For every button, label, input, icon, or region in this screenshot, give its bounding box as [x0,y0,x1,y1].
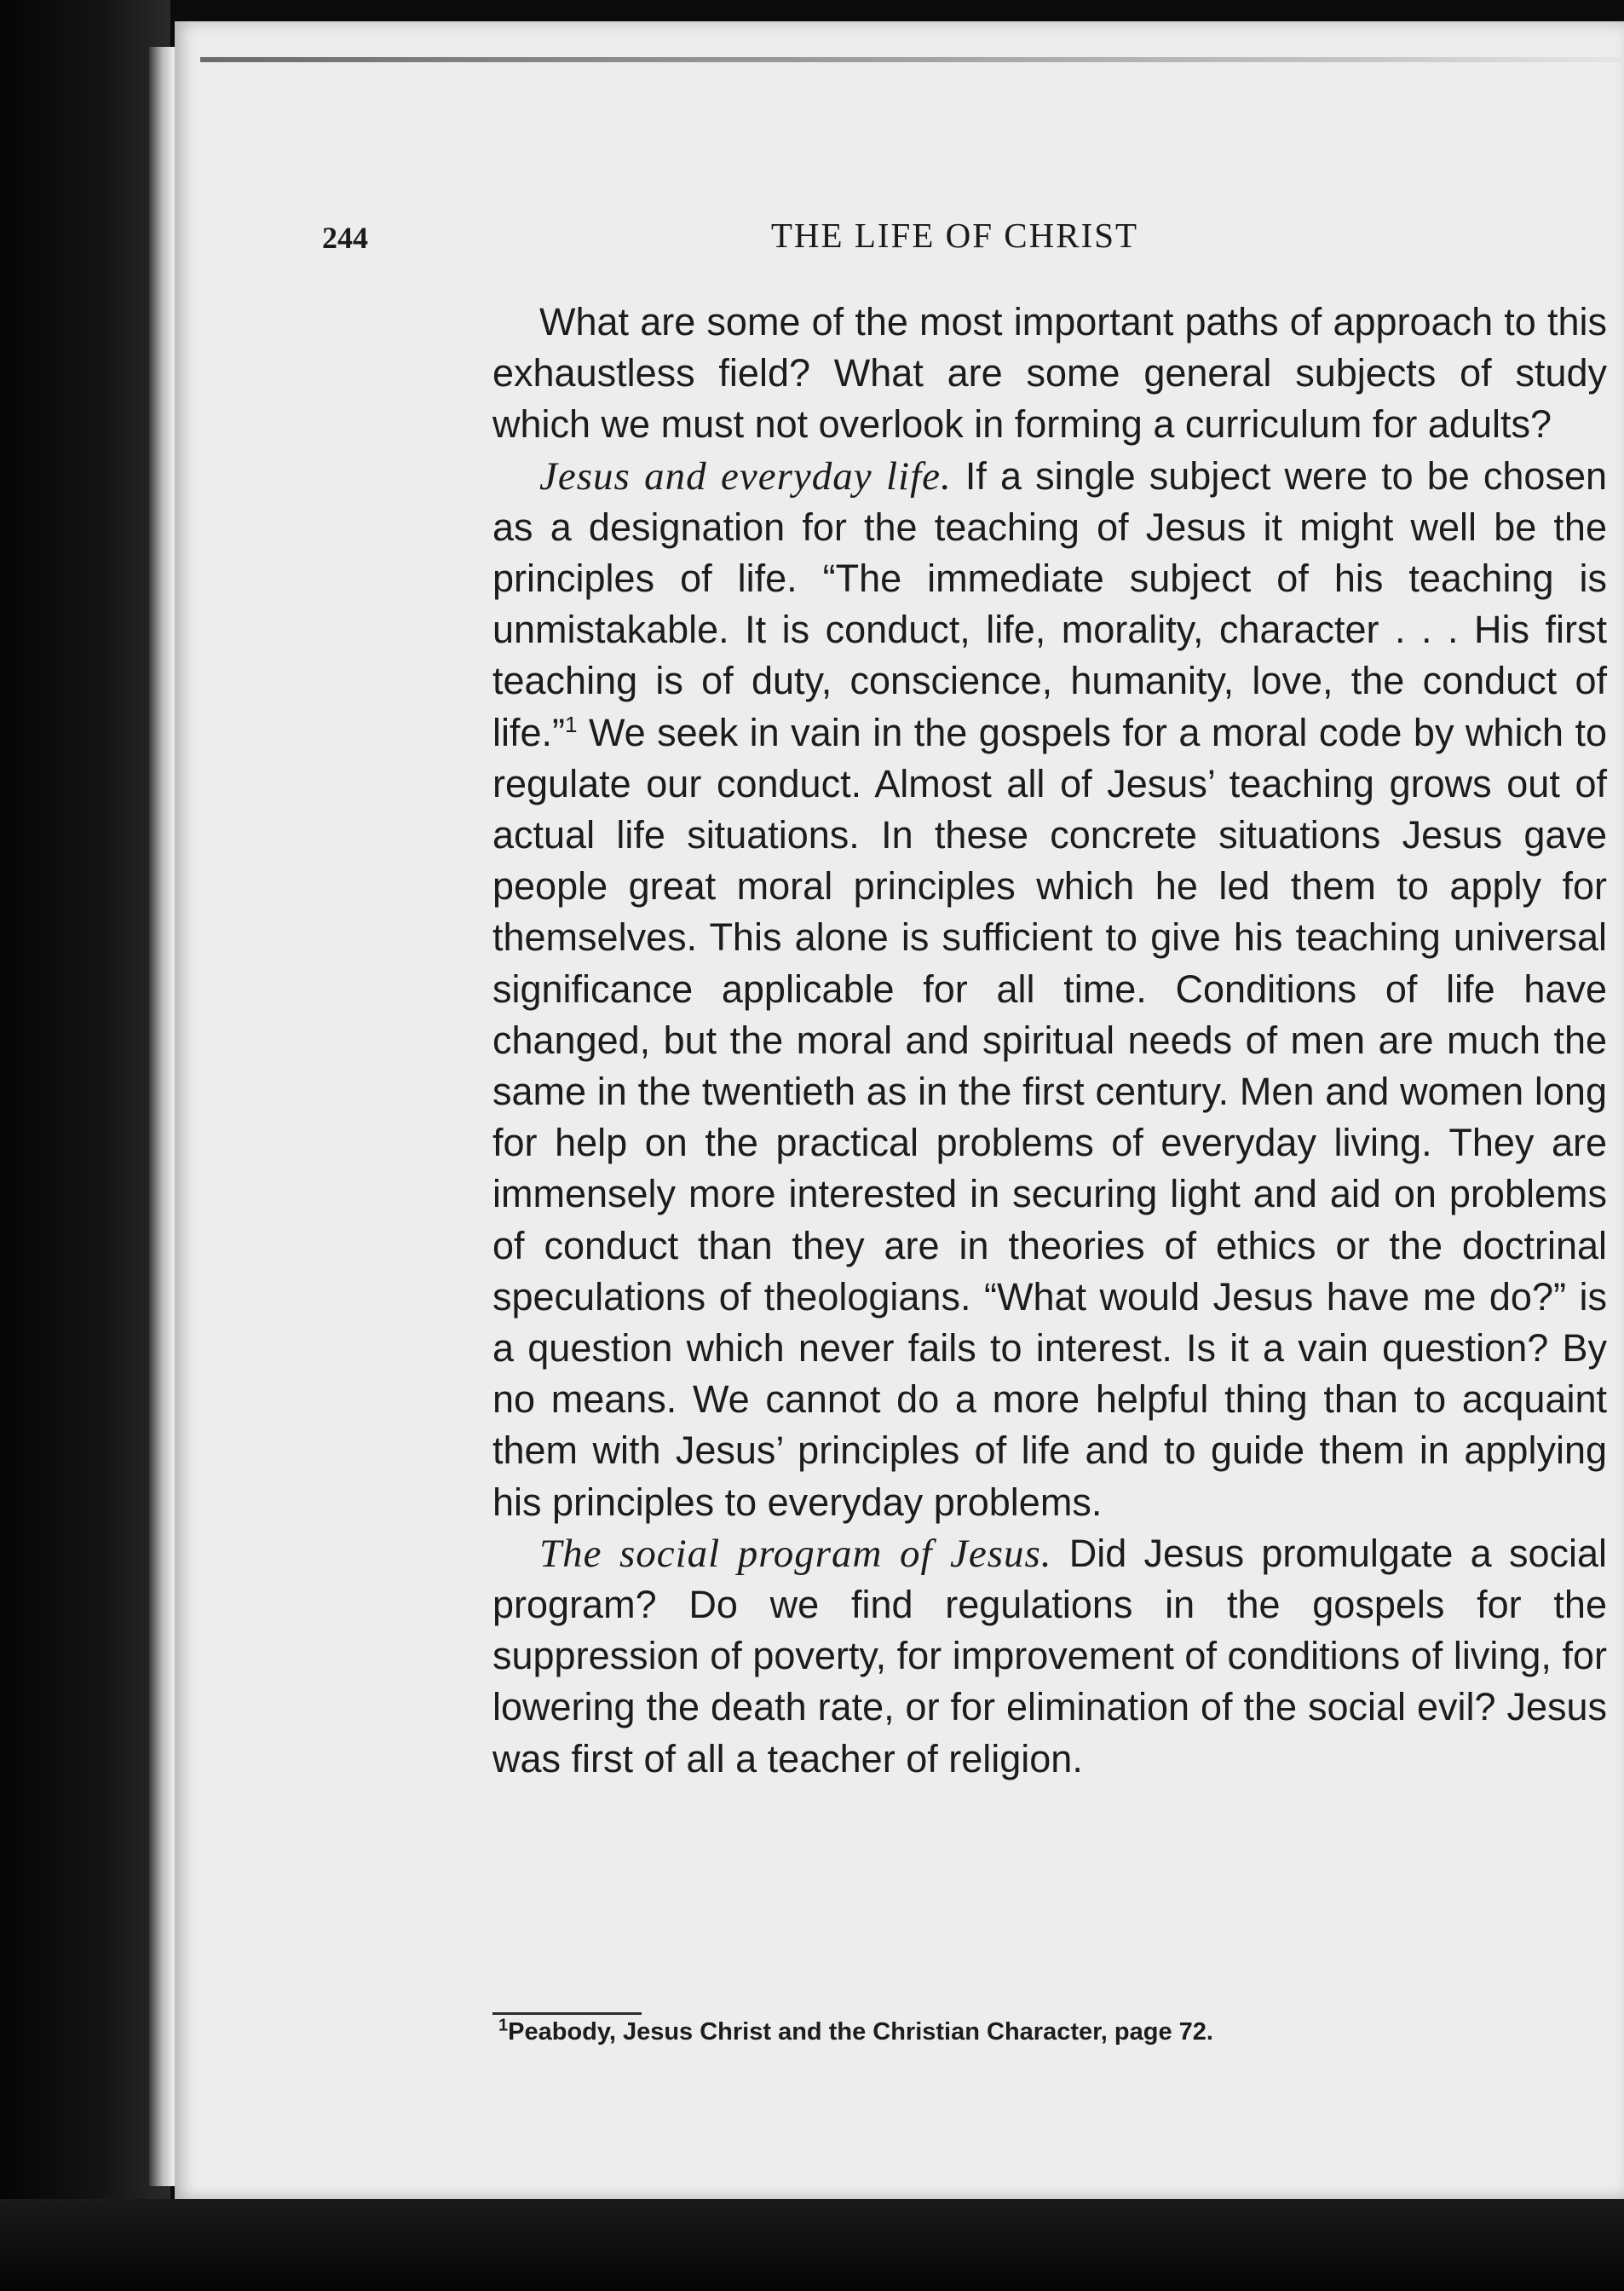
scanner-bottom-band [0,2199,1624,2291]
paragraph-everyday-life [492,451,1607,1528]
footnote-reference: 1 [565,711,578,737]
section-heading-social-program: The social program of Jesus. [539,1531,1052,1576]
paragraph-intro-text: What are some of the most important paths of approach to this exhaustless field? What are some general subjects of study which we must not overlook in forming a curriculum for adults? [492,300,1607,447]
footnote-rule [492,2012,642,2015]
footnote-marker: 1 [498,2016,509,2035]
paragraph-social-program [492,1528,1607,1785]
footnote [498,2018,1521,2046]
paragraph-everyday-life-text-b: We seek in vain in the gospels for a moral code by which to regulate our conduct. Almost all of Jesus’ teaching grows out of actual life situations. In these concrete situations Jesus gave people great moral principles which he led them to apply for themselves. This alone is sufficient to give his teaching universal significance applicable for all time. Conditions of life have changed, but the moral and spiritual needs of men are much the same in the twentieth as in the first century. Men and women long for help on the practical problems of everyday living. They are immensely more interested in securing light and aid on problems of conduct than they are in theories of ethics or the doctrinal speculations of theologians. “What would Jesus have me do?” is a question which never fails to interest. Is it a vain question? By no means. We cannot do a more helpful thing than to acquaint them with Jesus’ principles of life and to guide them in applying his principles to everyday problems. [492,710,1607,1524]
body-text [492,297,1607,1785]
paragraph-everyday-life-text-a: If a single subject were to be chosen as a designation for the teaching of Jesus it might well be the principles of life. “The immediate subject of his teaching is unmistakable. It is conduct, life, morality, character . . . His first teaching is of duty, conscience, humanity, love, the conduct of life.” [492,453,1608,754]
paragraph-intro [492,297,1607,451]
running-head [322,215,1609,266]
section-heading-everyday-life: Jesus and everyday life. [539,453,952,499]
running-title: THE LIFE OF CHRIST [770,216,1139,255]
page-top-shadow [200,57,1624,62]
page-number: 244 [322,221,368,255]
scanner-background [0,0,170,2291]
footnote-text: Peabody, Jesus Christ and the Christian Character, page 72. [508,2018,1213,2046]
paragraph-social-program-text: Did Jesus promulgate a social program? Do we find regulations in the gospels for the suppression of poverty, for improvement of conditions of living, for lowering the death rate, or for elimination of the social evil? Jesus was first of all a teacher of religion. [492,1531,1607,1780]
